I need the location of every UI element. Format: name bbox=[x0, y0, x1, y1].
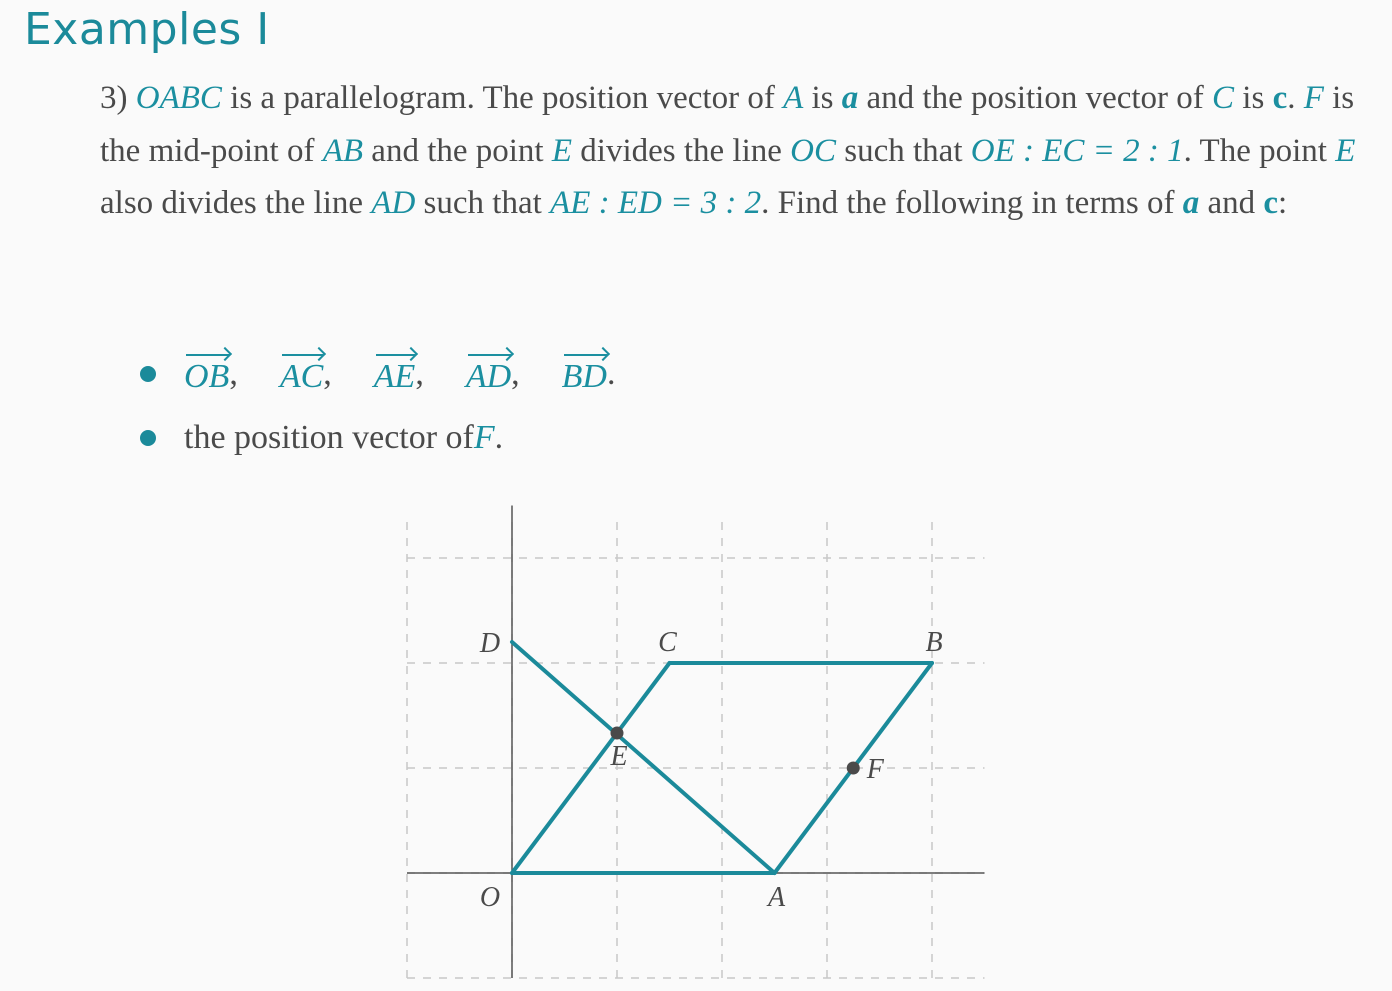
bullet-dot-icon bbox=[140, 430, 156, 446]
label-o: O bbox=[479, 882, 501, 913]
vector-ae: AE bbox=[374, 352, 416, 396]
vector-ad: AD bbox=[466, 352, 511, 396]
vector-ob: OB bbox=[184, 352, 229, 396]
vector-a: a bbox=[841, 80, 859, 116]
math-shape: OABC bbox=[135, 80, 222, 116]
point-f bbox=[847, 762, 860, 775]
label-d: D bbox=[479, 628, 501, 659]
label-e: E bbox=[610, 741, 628, 773]
vector-bd: BD bbox=[562, 352, 607, 396]
problem-number: 3) bbox=[100, 80, 128, 116]
label-c: C bbox=[658, 627, 677, 658]
bullet-vectors: OB , AC , AE , AD , BD . bbox=[140, 342, 615, 406]
point-e bbox=[611, 727, 624, 740]
segment-ad bbox=[512, 642, 775, 873]
vector-c: c bbox=[1272, 80, 1288, 116]
ratio-oe-ec: OE : EC = 2 : 1 bbox=[970, 132, 1184, 169]
label-f: F bbox=[866, 754, 884, 785]
problem-statement: 3) OABC is a parallelogram. The position vector of A is a and the position vector of C is c. F is the mid-point of AB and the point E divides the line OC such that OE : EC = 2 : 1. The point E also divides the line AD such that AE : ED = 3 : 2. Find the following in terms of a and c: bbox=[100, 80, 1356, 221]
bullet-dot-icon bbox=[140, 366, 156, 382]
page-title: Examples I bbox=[24, 4, 270, 55]
vector-ac: AC bbox=[280, 352, 323, 396]
point-labels bbox=[479, 627, 943, 913]
label-b: B bbox=[925, 627, 943, 658]
bullet-position-f: the position vector of F . bbox=[140, 406, 615, 470]
ratio-ae-ed: AE : ED = 3 : 2 bbox=[550, 185, 762, 221]
bullet-list bbox=[140, 342, 615, 470]
label-a: A bbox=[767, 882, 786, 913]
parallelogram-diagram bbox=[0, 480, 1392, 991]
